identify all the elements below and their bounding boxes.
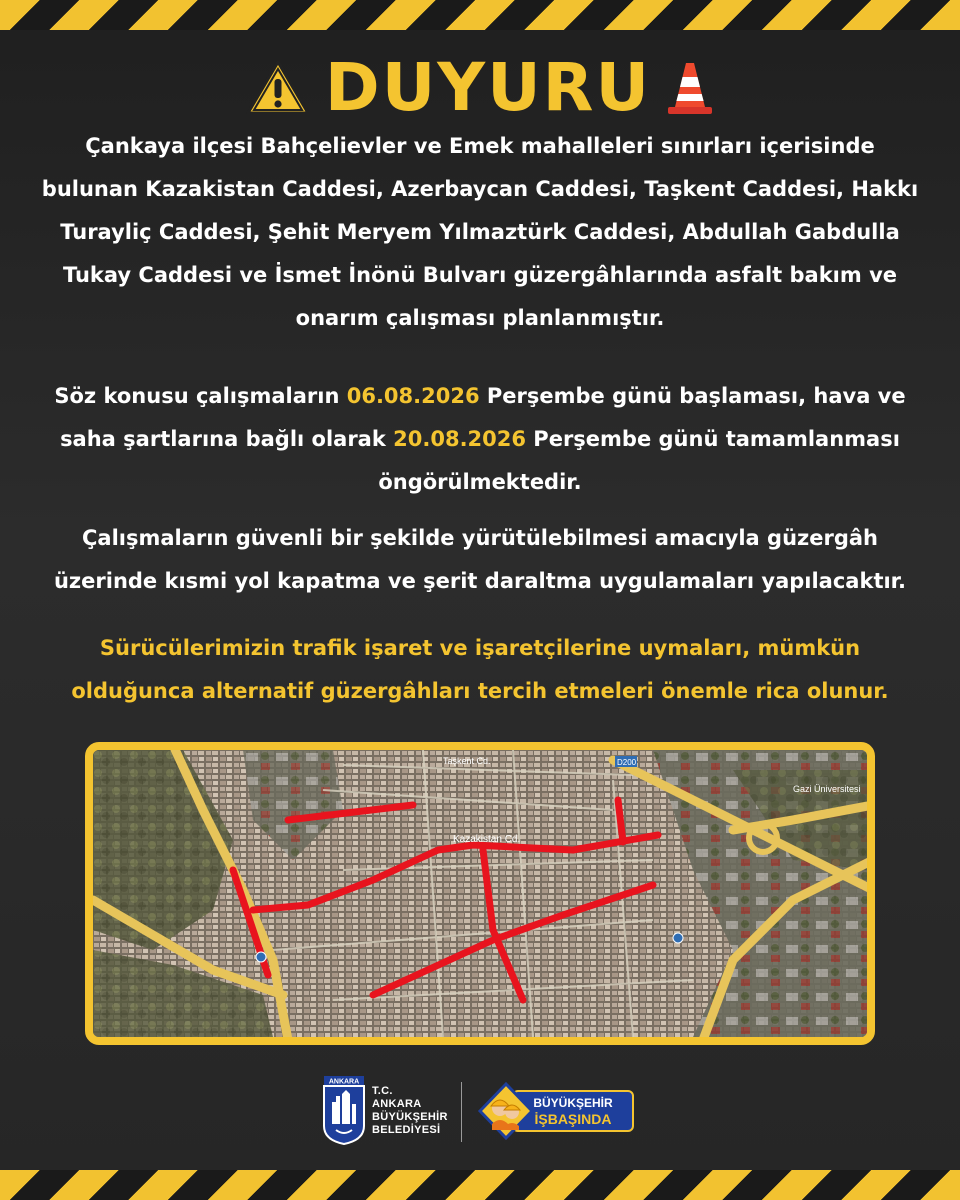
hazard-stripe-bottom — [0, 1170, 960, 1200]
map-label-university: Gazi Üniversitesi — [793, 784, 861, 794]
dates-text-2: Perşembe günü başlaması, hava ve saha şartlarına bağlı olarak — [60, 384, 906, 451]
ankara-municipality-logo — [322, 1074, 366, 1146]
map-label-top-street: Taşkent Cd. — [443, 756, 491, 766]
isbasinda-badge — [476, 1080, 636, 1142]
map-label-kazakistan: Kazakistan Cd. — [453, 834, 521, 845]
warning-icon — [245, 59, 311, 117]
start-date: 06.08.2026 — [346, 384, 480, 408]
municipality-name — [372, 1085, 448, 1137]
paragraph-dates — [40, 375, 920, 504]
map-label-highway: D200 — [617, 758, 637, 767]
footer-logos — [0, 1072, 960, 1152]
paragraph-driver-notice: Sürücülerimizin trafik işaret ve işaretçilerine uymaları, mümkün olduğunca alternatif güzergâhları tercih etmeleri önemle rica olunur. — [71, 636, 889, 703]
paragraph-closures: Çalışmaların güvenli bir şekilde yürütülebilmesi amacıyla güzergâh üzerinde kısmi yol kapatma ve şerit daraltma uygulamaları yapılacaktır. — [53, 526, 907, 593]
logo-divider — [461, 1082, 462, 1142]
badge-line-2: İŞBAŞINDA — [534, 1111, 612, 1127]
map-image — [93, 750, 867, 1037]
municipality-line-4: BELEDİYESİ — [372, 1124, 441, 1136]
dates-text-3: Perşembe günü tamamlanması öngörülmektedir. — [378, 427, 900, 494]
hazard-stripe-top — [0, 0, 960, 30]
municipality-line-2: ANKARA — [372, 1098, 422, 1110]
worker-mascot-icon — [476, 1080, 536, 1142]
municipality-line-1: T.C. — [372, 1085, 393, 1097]
dates-text-1: Söz konusu çalışmaların — [54, 384, 347, 408]
ankara-logo-text: ANKARA — [328, 1078, 360, 1086]
badge-line-1: BÜYÜKŞEHİR — [533, 1096, 613, 1110]
title-row — [0, 48, 960, 128]
route-map — [85, 742, 875, 1045]
municipality-line-3: BÜYÜKŞEHİR — [372, 1111, 448, 1123]
page-title: DUYURU — [324, 49, 652, 126]
traffic-cone-icon — [665, 59, 715, 117]
end-date: 20.08.2026 — [393, 427, 526, 451]
paragraph-routes: Çankaya ilçesi Bahçelievler ve Emek mahalleleri sınırları içerisinde bulunan Kazakistan Caddesi, Azerbaycan Caddesi, Taşkent Caddesi, Hakkı Turayliç Caddesi, Şehit Meryem Yılmaztürk Caddesi, Abdullah Gabdulla Tukay Caddesi ve İsmet İnönü Bulvarı güzergâhlarında asfalt bakım ve onarım çalışması planlanmıştır. — [41, 134, 919, 330]
